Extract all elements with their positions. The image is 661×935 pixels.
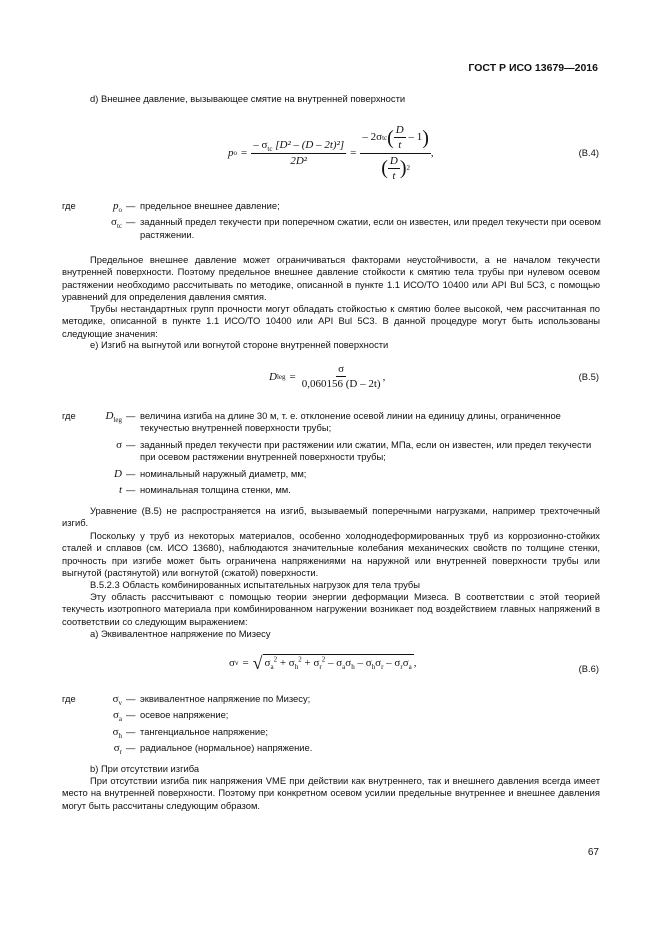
equation-b5: D leg = $\frac{\sigma}{0,060156 (D - 2t)}$ ,: [269, 363, 386, 391]
eq-b4-num1-rest: [D² – (D – 2t)²]: [272, 139, 345, 152]
eq-b6-number: (B.6): [578, 663, 599, 674]
legend-text: величина изгиба на длине 30 м, т. е. отклонение осевой линии на единицу длины, ограниченное текучестью внутренней поверхности трубы;: [140, 410, 561, 434]
legend-row: $\sigma_r$ — радиальное (нормальное) напряжение.: [62, 742, 602, 754]
legend-symbol: D: [105, 410, 114, 422]
legend-row: t — номинальная толщина стенки, мм.: [62, 484, 602, 496]
legend-text: заданный предел текучести при поперечном сжатии, если он известен, или предел текучести при осевом растяжении.: [140, 216, 601, 240]
paragraph-6: Эту область рассчитывают с помощью теории энергии деформации Мизеса. В соответствии с этой теорией текучесть изотропного материала при комбинированном нагружении возникает под воздействием главных напряжений в соответствии со следующим выражением:: [62, 591, 600, 627]
legend-row: σ — заданный предел текучести при растяжении или сжатии, МПа, если он известен, или предел текучести при осевом растяжении внутренней поверхности трубы;: [62, 439, 602, 464]
paragraph-7: При отсутствии изгиба пик напряжения VME при действии как внутреннего, так и внешнего давления всегда имеет место на внутренней поверхности. Поэтому при конкретном осевом усилии предельные внутреннее и внешнее давления могут быть рассчитаны следующим образом.: [62, 775, 600, 811]
eq-b4-num1: – σ: [253, 139, 268, 152]
item-a-heading: a) Эквивалентное напряжение по Мизесу: [90, 628, 271, 639]
legend-symbol: σ: [112, 725, 119, 738]
legend-row: $\sigma_{tc}$ — заданный предел текучести при поперечном сжатии, если он известен, или предел текучести при осевом растяжении.: [111, 216, 601, 240]
legend-b5: [62, 410, 602, 500]
paragraph-3: Уравнение (B.5) не распространяется на изгиб, вызываемый поперечными нагрузками, например трехточечный изгиб.: [62, 505, 600, 529]
legend-symbol: σ: [111, 216, 117, 229]
legend-where: где: [62, 693, 76, 704]
eq-b5-den: 0,060156 (D – 2t): [301, 378, 381, 391]
legend-symbol: σ: [113, 742, 120, 755]
eq-b4-num1-sub: tc: [267, 145, 273, 154]
paragraph-1: Предельное внешнее давление может ограничиваться факторами неустойчивости, а не началом текучести внутренней поверхности. Поэтому предельное внешнее давление стойкости к смятию тела трубы при нулевом осевом растяжении необходимо рассчитывать по методике, описанной в пункте 1.1 ИСО/ТО 10400 или API Bul 5C3, с помощью уравнений для определения давления смятия.: [62, 254, 600, 303]
legend-where: где: [62, 200, 76, 211]
eq-b4-num2: – 2σ: [362, 131, 383, 144]
eq-b4-den1: 2D²: [290, 154, 308, 167]
legend-symbol: t: [118, 484, 122, 497]
eq-b4-number: (B.4): [578, 147, 599, 158]
page-number: 67: [587, 847, 599, 858]
legend-text: предельное внешнее давление;: [140, 200, 280, 211]
legend-text: номинальный наружный диаметр, мм;: [140, 467, 307, 479]
item-d-heading: d) Внешнее давление, вызывающее смятие на внутренней поверхности: [90, 93, 406, 104]
eq-b4-fraction-2: – 2σ tc ( $\frac{D}{t}$ – 1 ) ( $\frac{D}{t}$ ) 2: [362, 123, 429, 182]
legend-symbol-sub: v: [118, 699, 122, 708]
legend-b4: [62, 200, 602, 245]
legend-b6: [62, 693, 602, 759]
legend-symbol: p: [113, 200, 119, 212]
legend-row: $\sigma_h$ — тангенциальное напряжение;: [62, 726, 602, 738]
legend-symbol: σ: [116, 438, 122, 451]
legend-symbol-sub: h: [118, 732, 122, 740]
legend-symbol: D: [114, 467, 122, 480]
legend-symbol-sub: leg: [113, 416, 122, 425]
eq-b5-number: (B.5): [578, 371, 599, 382]
legend-row: где $D_{leg}$ — величина изгиба на длине 30 м, т. е. отклонение осевой линии на единицу длины, ограниченное текучестью внутренней поверхности трубы;: [62, 410, 602, 435]
legend-row: где $p_o$ — предельное внешнее давление;: [62, 200, 602, 212]
legend-text: эквивалентное напряжение по Мизесу;: [140, 693, 311, 704]
eq-b6-lhs: σ: [229, 656, 235, 669]
paragraph-5: B.5.2.3 Область комбинированных испытательных нагрузок для тела трубы: [90, 579, 421, 590]
legend-row: D — номинальный наружный диаметр, мм;: [62, 468, 602, 480]
legend-symbol-sub: tc: [116, 222, 122, 231]
legend-text: радиальное (нормальное) напряжение.: [140, 742, 313, 754]
paragraph-2: Трубы нестандартных групп прочности могут обладать стойкостью к смятию более высокой, чем рассчитанная по методике, описанной в пункте 1.1 ИСО/ТО 10400 или API Bul 5C3. В данной процедуре могут быть использованы следующие значения:: [62, 303, 600, 339]
legend-symbol-sub: r: [119, 748, 122, 757]
legend-symbol-sub: a: [118, 715, 122, 724]
paragraph-4: Поскольку у труб из некоторых материалов, особенно холоднодеформированных труб из коррозионно-стойких сталей и сплавов (см. ИСО 13680), наблюдаются значительные колебания механических свойств по толщине стенки, прочность при изгибе может быть ограничена напряжениями на наружной или внутренней поверхности трубы или выгнутой (растянутой) или вогнутой (сжатой) поверхности.: [62, 530, 600, 579]
legend-text: заданный предел текучести при растяжении или сжатии, МПа, если он известен, или предел текучести при осевом растяжении внутренней поверхности трубы;: [140, 438, 592, 463]
legend-where: где: [62, 410, 76, 421]
legend-symbol: σ: [112, 693, 119, 705]
legend-text: осевое напряжение;: [140, 709, 229, 721]
legend-text: номинальная толщина стенки, мм.: [140, 484, 291, 496]
item-e-heading: e) Изгиб на выгнутой или вогнутой стороне внутренней поверхности: [90, 339, 389, 350]
eq-b6-sqrt: √ $\sigma_a^2 + \sigma_h^2 + \sigma_r^2 - \sigma_a\sigma_h - \sigma_h\sigma_r - \sigma_r\sigma_a$: [252, 653, 412, 673]
eq-b4-lhs: p: [228, 146, 234, 159]
document-header: ГОСТ Р ИСО 13679—2016: [468, 62, 598, 74]
eq-b5-fraction: [300, 363, 383, 391]
legend-text: тангенциальное напряжение;: [140, 725, 268, 737]
eq-b4-den2: ( $\frac{D}{t}$ ) 2: [381, 154, 411, 182]
equation-b6: σ v = √ $\sigma_a^2 + \sigma_h^2 + \sigma_r^2 - \sigma_a\sigma_h - \sigma_h\sigma_r - \sigma_r\sigma_a$ ,: [229, 653, 417, 673]
legend-row: где $\sigma_v$ — эквивалентное напряжение по Мизесу;: [62, 693, 602, 705]
eq-b5-lhs: D: [269, 370, 277, 383]
legend-row: $\sigma_a$ — осевое напряжение;: [62, 709, 602, 721]
legend-symbol: σ: [112, 709, 119, 722]
legend-symbol-sub: o: [118, 206, 122, 215]
item-b-heading: b) При отсутствии изгиба: [90, 763, 200, 774]
equation-b4: p o = $\frac{- \sigma_{tc} [D^2 - (D - 2t)^2]}{\text{2D²}}$ = – 2σ tc ( $\frac{D}{t}$ – 1 ) ( $\frac{D}{t}$ ) 2 ,: [228, 123, 434, 182]
eq-b4-fraction-1: [251, 139, 346, 167]
eq-b5-num: σ: [336, 363, 346, 377]
